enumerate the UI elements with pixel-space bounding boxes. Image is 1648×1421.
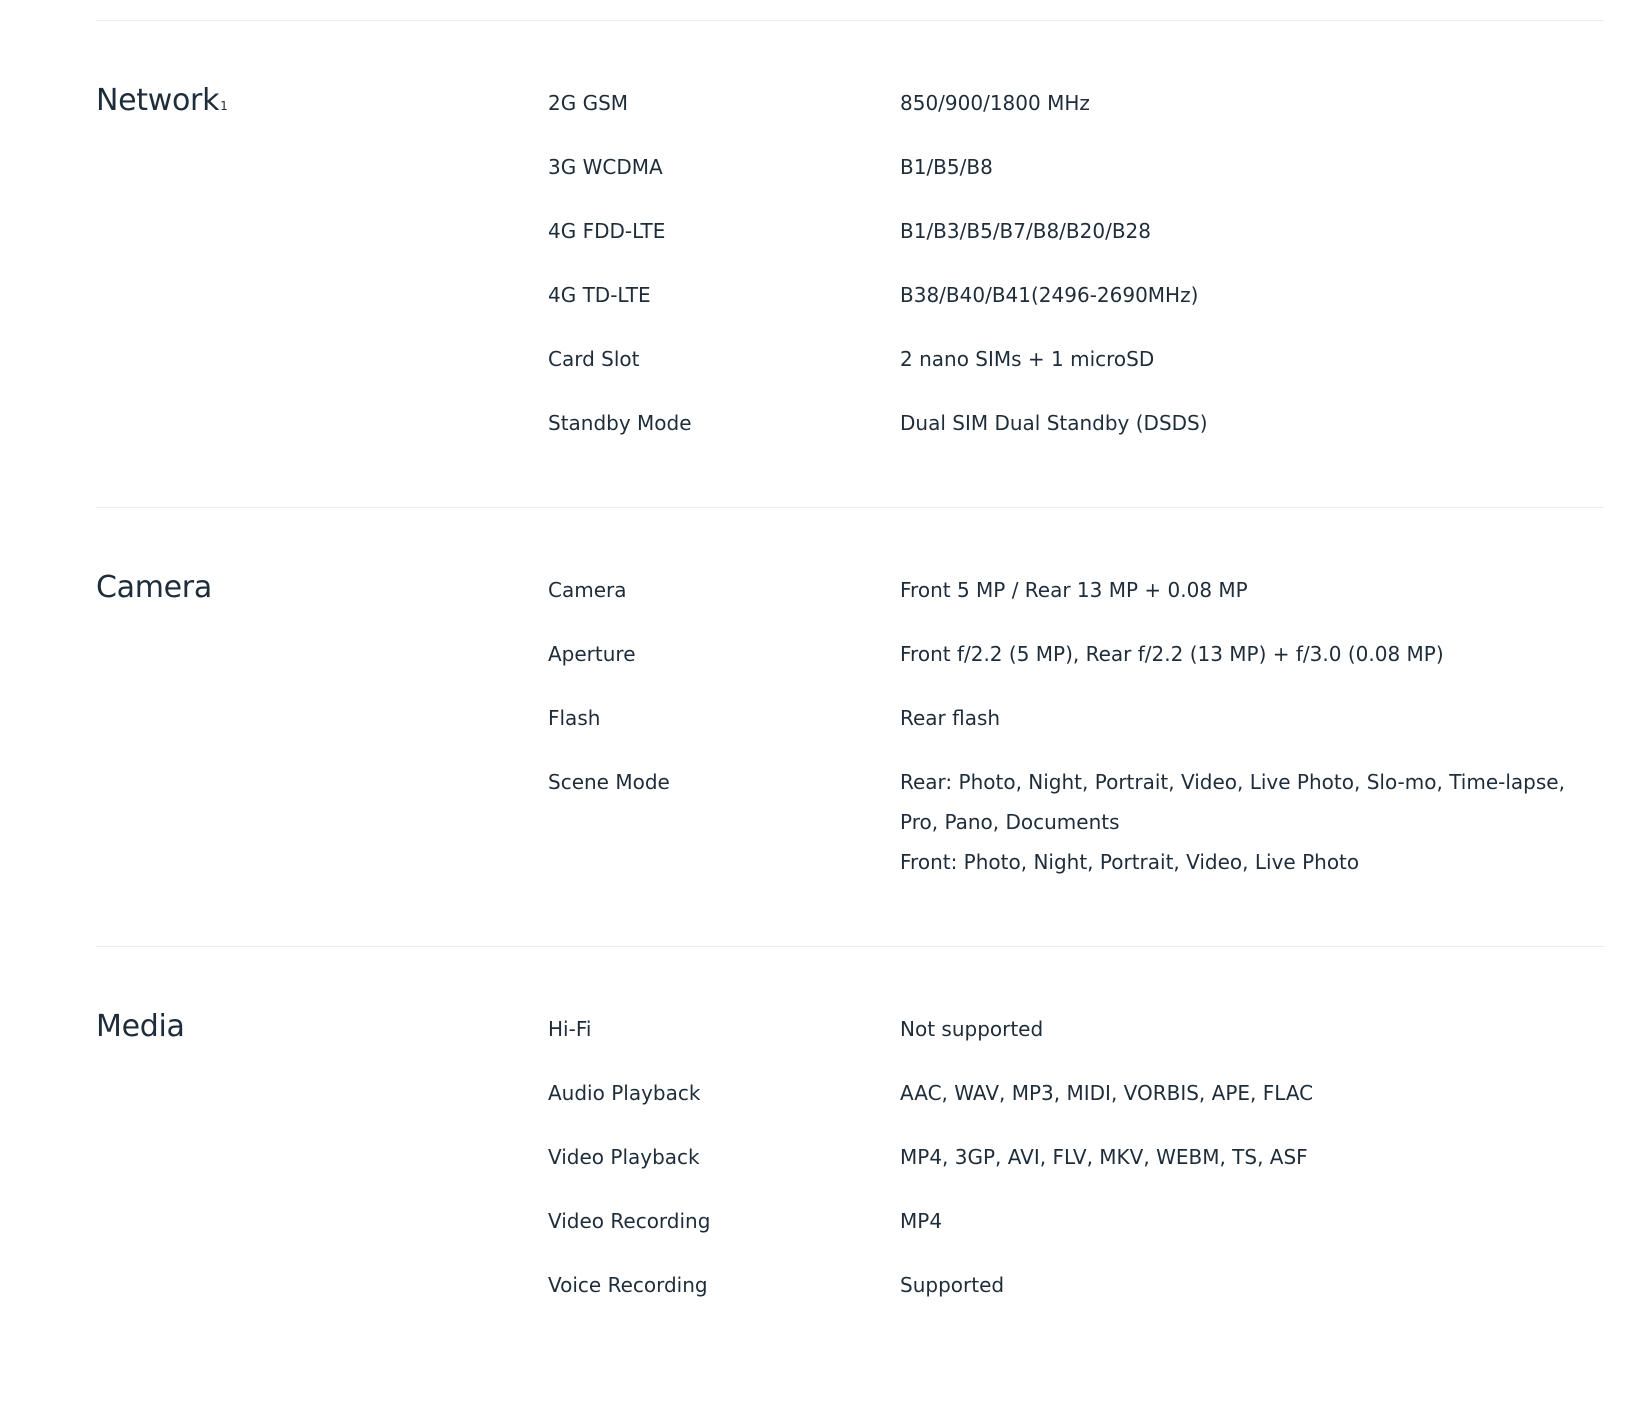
spec-label: 3G WCDMA	[548, 155, 663, 179]
section-title-text: Media	[96, 1009, 185, 1044]
spec-row	[548, 275, 1604, 315]
spec-row	[548, 147, 1604, 187]
section-title-text: Network	[96, 83, 220, 118]
spec-value-line: Dual SIM Dual Standby (DSDS)	[900, 411, 1208, 435]
spec-value	[900, 570, 1600, 610]
spec-rows	[548, 1009, 1604, 1305]
spec-value-line: MP4, 3GP, AVI, FLV, MKV, WEBM, TS, ASF	[900, 1145, 1308, 1169]
spec-row	[548, 1201, 1604, 1241]
spec-row	[548, 339, 1604, 379]
spec-label: Audio Playback	[548, 1081, 701, 1105]
spec-row	[548, 1137, 1604, 1177]
spec-row	[548, 634, 1604, 674]
spec-value-line: B38/B40/B41(2496-2690MHz)	[900, 283, 1199, 307]
spec-value	[900, 275, 1600, 315]
spec-label: Video Playback	[548, 1145, 700, 1169]
section-title	[96, 1007, 548, 1305]
section-camera	[96, 508, 1604, 946]
spec-row	[548, 570, 1604, 610]
section-title	[96, 568, 548, 882]
spec-value	[900, 1009, 1600, 1049]
spec-value	[900, 83, 1600, 123]
spec-label: 2G GSM	[548, 91, 629, 115]
spec-value	[900, 762, 1600, 882]
spec-value	[900, 1137, 1600, 1177]
spec-row	[548, 1009, 1604, 1049]
spec-row	[548, 211, 1604, 251]
spec-page	[96, 0, 1604, 1345]
spec-label: Voice Recording	[548, 1273, 708, 1297]
spec-label: Hi-Fi	[548, 1017, 592, 1041]
spec-value-line: B1/B5/B8	[900, 155, 993, 179]
spec-value-line: 2 nano SIMs + 1 microSD	[900, 347, 1155, 371]
spec-label: 4G FDD-LTE	[548, 219, 666, 243]
section-media	[96, 947, 1604, 1345]
spec-label: Scene Mode	[548, 770, 670, 794]
spec-value-line: Front f/2.2 (5 MP), Rear f/2.2 (13 MP) + f/3.0 (0.08 MP)	[900, 642, 1444, 666]
spec-row	[548, 762, 1604, 882]
spec-row	[548, 403, 1604, 443]
spec-label: Standby Mode	[548, 411, 692, 435]
footnote-marker[interactable]: 1	[220, 99, 228, 113]
spec-label: Aperture	[548, 642, 636, 666]
spec-row	[548, 1073, 1604, 1113]
spec-value-line: AAC, WAV, MP3, MIDI, VORBIS, APE, FLAC	[900, 1081, 1314, 1105]
spec-value-line: MP4	[900, 1209, 943, 1233]
spec-label: Video Recording	[548, 1209, 711, 1233]
spec-row	[548, 1265, 1604, 1305]
spec-label: 4G TD-LTE	[548, 283, 651, 307]
spec-value	[900, 147, 1600, 187]
section-title-text: Camera	[96, 570, 212, 605]
spec-rows	[548, 570, 1604, 882]
spec-value	[900, 634, 1600, 674]
spec-label: Flash	[548, 706, 601, 730]
spec-label: Card Slot	[548, 347, 640, 371]
spec-value-line: Front 5 MP / Rear 13 MP + 0.08 MP	[900, 578, 1248, 602]
spec-value	[900, 698, 1600, 738]
spec-value-line: Rear flash	[900, 706, 1001, 730]
spec-value-line: Supported	[900, 1273, 1005, 1297]
spec-row	[548, 698, 1604, 738]
spec-value-line: Not supported	[900, 1017, 1044, 1041]
spec-value-line: 850/900/1800 MHz	[900, 91, 1090, 115]
spec-rows	[548, 83, 1604, 443]
spec-value	[900, 1201, 1600, 1241]
spec-value	[900, 403, 1600, 443]
spec-value-line: B1/B3/B5/B7/B8/B20/B28	[900, 219, 1151, 243]
spec-value-line: Front: Photo, Night, Portrait, Video, Live Photo	[900, 850, 1360, 874]
section-title	[96, 81, 548, 443]
spec-value	[900, 339, 1600, 379]
section-network	[96, 21, 1604, 507]
spec-value-line: Rear: Photo, Night, Portrait, Video, Live Photo, Slo-mo, Time-lapse, Pro, Pano, Documents	[900, 770, 1565, 834]
spec-value	[900, 211, 1600, 251]
spec-value	[900, 1265, 1600, 1305]
spec-label: Camera	[548, 578, 627, 602]
spec-row	[548, 83, 1604, 123]
spec-value	[900, 1073, 1600, 1113]
